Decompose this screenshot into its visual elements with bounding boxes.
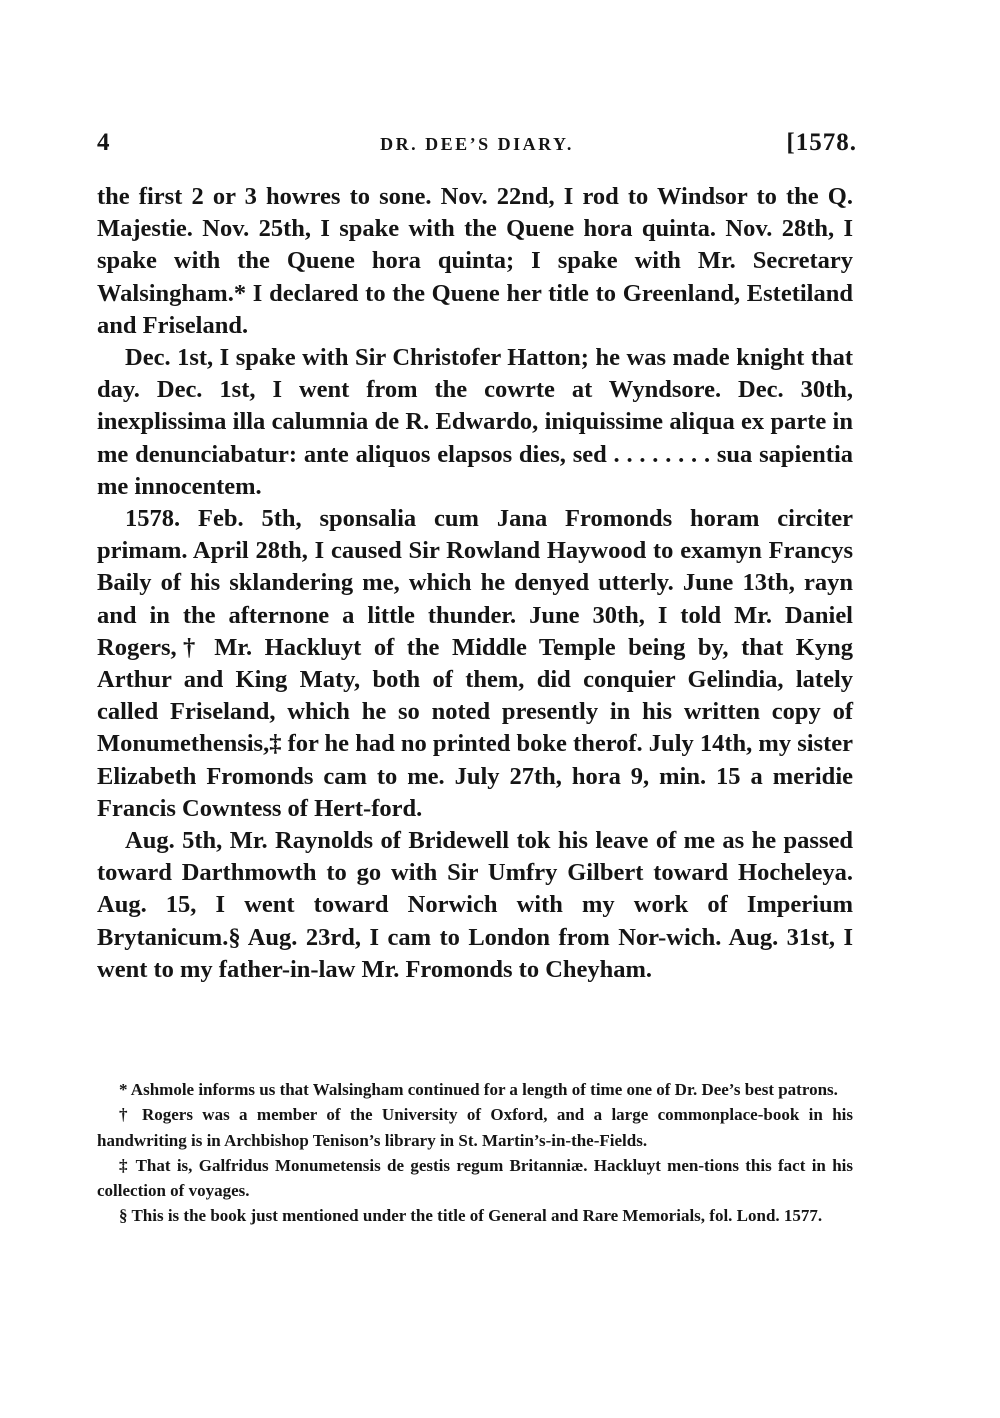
diary-text	[97, 181, 853, 986]
footnote: * Ashmole informs us that Walsingham continued for a length of time one of Dr. Dee’s best patrons.	[119, 1080, 838, 1099]
page-number: 4	[97, 129, 110, 156]
footnote: § This is the book just mentioned under the title of General and Rare Memorials, fol. Lond. 1577.	[119, 1206, 823, 1226]
page-header	[97, 128, 857, 162]
paragraph: 1578. Feb. 5th, sponsalia cum Jana Fromonds horam circiter primam. April 28th, I caused Sir Rowland Haywood to examyn Francys Baily of his sklandering me, which he denyed utterly. June 13th, rayn and in the afternone a little thunder. June 30th, I told Mr. Daniel Rogers,† Mr. Hackluyt of the Middle Temple being by, that Kyng Arthur and King Maty, both of them, did conquier Gelindia, lately called Friseland, which he so noted presently in his written copy of Monumethensis,‡ for he had no printed boke therof. July 14th, my sister Elizabeth Fromonds cam to me. July 27th, hora 9, min. 15 a meridie Francis Cowntess of Hert-ford.	[97, 505, 853, 822]
footnotes	[97, 1077, 853, 1229]
paragraph: Aug. 5th, Mr. Raynolds of Bridewell tok his leave of me as he passed toward Darthmowth to go with Sir Umfry Gilbert toward Hocheleya. Aug. 15, I went toward Norwich with my work of Imperium Brytanicum.§ Aug. 23rd, I cam to London from Nor-wich. Aug. 31st, I went to my father-in-law Mr. Fromonds to Cheyham.	[97, 827, 853, 983]
paragraph: Dec. 1st, I spake with Sir Christofer Hatton; he was made knight that day. Dec. 1st, I went from the cowrte at Wyndsore. Dec. 30th, inexplissima illa calumnia de R. Edwardo, iniquissime aliqua ex parte in me denunciabatur: ante aliquos elapsos dies, sed . . . . . . . . sua sapientia me innocentem.	[97, 344, 853, 500]
footnote: † Rogers was a member of the University of Oxford, and a large commonplace-book in his handwriting is in Archbishop Tenison’s library in St. Martin’s-in-the-Fields.	[97, 1105, 853, 1150]
running-year: [1578.	[786, 129, 857, 156]
footnote: ‡ That is, Galfridus Monumetensis de gestis regum Britanniæ. Hackluyt men-tions this fact in his collection of voyages.	[97, 1155, 853, 1201]
paragraph: the first 2 or 3 howres to sone. Nov. 22nd, I rod to Windsor to the Q. Majestie. Nov. 25th, I spake with the Quene hora quinta. Nov. 28th, I spake with the Quene hora quinta; I spake with Mr. Secretary Walsingham.* I declared to the Quene her title to Greenland, Estetiland and Friseland.	[97, 183, 853, 339]
running-title: DR. DEE’S DIARY.	[380, 134, 574, 154]
